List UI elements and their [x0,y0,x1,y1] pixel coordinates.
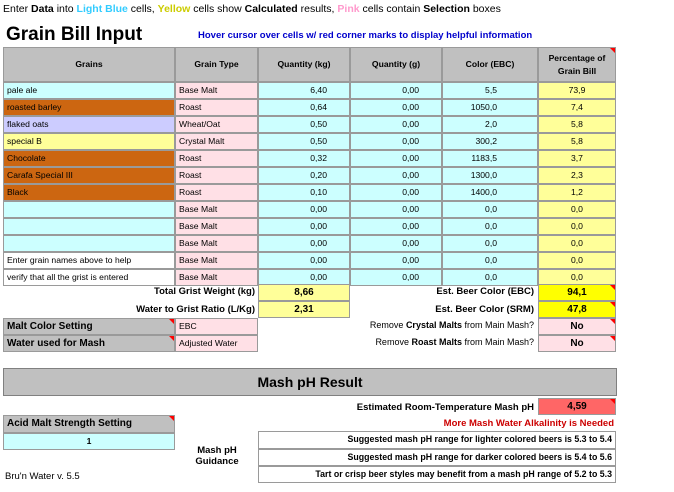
acid-malt-strength-input[interactable]: 1 [3,433,175,450]
quantity-g-input[interactable]: 0,00 [350,99,442,116]
color-ebc-input[interactable]: 0,0 [442,252,538,269]
page-title: Grain Bill Input [6,24,143,45]
header-color-ebc: Color (EBC) [442,47,538,82]
color-ebc-input[interactable]: 0,0 [442,218,538,235]
intro-text: Enter Data into Light Blue cells, Yellow cells show Calculated results, Pink cells contain Selection boxes [3,3,501,15]
guidance-light-beers: Suggested mash pH range for lighter colored beers is 5.3 to 5.4 [258,431,616,449]
comment-marker-icon [610,336,615,341]
beer-color-srm-value: 47,8 [538,301,616,318]
quantity-kg-input[interactable]: 6,40 [258,82,350,99]
color-ebc-input[interactable]: 1183,5 [442,150,538,167]
water-used-select[interactable]: Adjusted Water [175,335,258,352]
mash-ph-guidance-label: Mash pH Guidance [195,445,239,467]
percentage-value: 0,0 [538,269,616,286]
hover-hint: Hover cursor over cells w/ red corner marks to display helpful information [198,30,533,41]
quantity-g-input[interactable]: 0,00 [350,235,442,252]
grain-name-input[interactable]: pale ale [3,82,175,99]
header-quantity-g: Quantity (g) [350,47,442,82]
quantity-g-input[interactable]: 0,00 [350,133,442,150]
quantity-kg-input[interactable]: 0,00 [258,269,350,286]
grain-type-select[interactable]: Base Malt [175,269,258,286]
color-ebc-input[interactable]: 0,0 [442,235,538,252]
quantity-kg-input[interactable]: 0,50 [258,116,350,133]
comment-marker-icon [610,399,615,404]
beer-color-srm-label: Est. Beer Color (SRM) [435,304,534,315]
grain-name-input[interactable] [3,235,175,252]
acid-malt-strength-label: Acid Malt Strength Setting [3,415,175,433]
color-ebc-input[interactable]: 5,5 [442,82,538,99]
grain-type-select[interactable]: Roast [175,99,258,116]
remove-roast-label: Remove Roast Malts from Main Mash? [375,337,534,347]
alkalinity-warning: More Mash Water Alkalinity is Needed [443,418,614,429]
beer-color-ebc-value: 94,1 [538,284,616,301]
quantity-kg-input[interactable]: 0,50 [258,133,350,150]
percentage-value: 5,8 [538,133,616,150]
percentage-value: 0,0 [538,235,616,252]
grain-type-select[interactable]: Base Malt [175,235,258,252]
header-grain-type: Grain Type [175,47,258,82]
color-ebc-input[interactable]: 2,0 [442,116,538,133]
percentage-value: 73,9 [538,82,616,99]
quantity-g-input[interactable]: 0,00 [350,150,442,167]
quantity-g-input[interactable]: 0,00 [350,116,442,133]
percentage-value: 2,3 [538,167,616,184]
grain-name-input[interactable]: Chocolate [3,150,175,167]
quantity-kg-input[interactable]: 0,00 [258,218,350,235]
grain-name-input[interactable]: Carafa Special III [3,167,175,184]
quantity-g-input[interactable]: 0,00 [350,218,442,235]
quantity-kg-input[interactable]: 0,64 [258,99,350,116]
water-grist-ratio-label: Water to Grist Ratio (L/Kg) [136,304,255,315]
comment-marker-icon [610,285,615,290]
estimated-ph-value: 4,59 [538,398,616,415]
color-ebc-input[interactable]: 0,0 [442,201,538,218]
quantity-kg-input[interactable]: 0,10 [258,184,350,201]
color-ebc-input[interactable]: 1400,0 [442,184,538,201]
water-used-label: Water used for Mash [3,335,175,352]
color-ebc-input[interactable]: 1050,0 [442,99,538,116]
comment-marker-icon [610,302,615,307]
remove-roast-select[interactable]: No [538,335,616,352]
quantity-g-input[interactable]: 0,00 [350,269,442,286]
grain-name-input[interactable]: special B [3,133,175,150]
beer-color-ebc-label: Est. Beer Color (EBC) [436,286,534,297]
remove-crystal-select[interactable]: No [538,318,616,335]
quantity-kg-input[interactable]: 0,00 [258,235,350,252]
quantity-g-input[interactable]: 0,00 [350,252,442,269]
grain-name-input[interactable]: roasted barley [3,99,175,116]
percentage-value: 0,0 [538,252,616,269]
color-ebc-input[interactable]: 1300,0 [442,167,538,184]
percentage-value: 5,8 [538,116,616,133]
percentage-value: 0,0 [538,218,616,235]
comment-marker-icon [169,336,174,341]
percentage-value: 0,0 [538,201,616,218]
quantity-kg-input[interactable]: 0,32 [258,150,350,167]
color-ebc-input[interactable]: 300,2 [442,133,538,150]
grain-type-select[interactable]: Base Malt [175,82,258,99]
quantity-g-input[interactable]: 0,00 [350,184,442,201]
estimated-ph-label: Estimated Room-Temperature Mash pH [356,402,534,413]
quantity-g-input[interactable]: 0,00 [350,201,442,218]
grain-name-input[interactable]: flaked oats [3,116,175,133]
percentage-value: 1,2 [538,184,616,201]
grain-type-select[interactable]: Roast [175,150,258,167]
grain-name-input[interactable]: Black [3,184,175,201]
quantity-kg-input[interactable]: 0,00 [258,201,350,218]
total-grist-value: 8,66 [258,284,350,301]
grain-type-select[interactable]: Roast [175,167,258,184]
malt-color-setting-label: Malt Color Setting [3,318,175,335]
quantity-g-input[interactable]: 0,00 [350,82,442,99]
header-grains: Grains [3,47,175,82]
quantity-kg-input[interactable]: 0,00 [258,252,350,269]
grain-name-input[interactable]: verify that all the grist is entered [3,269,175,286]
comment-marker-icon [610,48,615,53]
guidance-dark-beers: Suggested mash pH range for darker colored beers is 5.4 to 5.6 [258,449,616,466]
grain-type-select[interactable]: Base Malt [175,218,258,235]
grain-type-select[interactable]: Roast [175,184,258,201]
quantity-g-input[interactable]: 0,00 [350,167,442,184]
water-grist-ratio-value: 2,31 [258,301,350,318]
comment-marker-icon [610,319,615,324]
percentage-value: 7,4 [538,99,616,116]
quantity-kg-input[interactable]: 0,20 [258,167,350,184]
total-grist-label: Total Grist Weight (kg) [154,286,255,297]
malt-color-setting-select[interactable]: EBC [175,318,258,335]
mash-ph-result-header: Mash pH Result [3,368,617,396]
color-ebc-input[interactable]: 0,0 [442,269,538,286]
grain-type-select[interactable]: Crystal Malt [175,133,258,150]
comment-marker-icon [169,319,174,324]
grain-type-select[interactable]: Base Malt [175,201,258,218]
header-quantity-kg: Quantity (kg) [258,47,350,82]
percentage-value: 3,7 [538,150,616,167]
version-label: Bru'n Water v. 5.5 [5,471,80,482]
comment-marker-icon [169,416,174,421]
remove-crystal-label: Remove Crystal Malts from Main Mash? [369,320,534,330]
grain-name-input[interactable]: Enter grain names above to help [3,252,175,269]
grain-name-input[interactable] [3,218,175,235]
grain-type-select[interactable]: Wheat/Oat [175,116,258,133]
header-percentage: Percentage of Grain Bill [538,47,616,82]
grain-type-select[interactable]: Base Malt [175,252,258,269]
guidance-tart-beers: Tart or crisp beer styles may benefit from a mash pH range of 5.2 to 5.3 [258,466,616,483]
grain-name-input[interactable] [3,201,175,218]
